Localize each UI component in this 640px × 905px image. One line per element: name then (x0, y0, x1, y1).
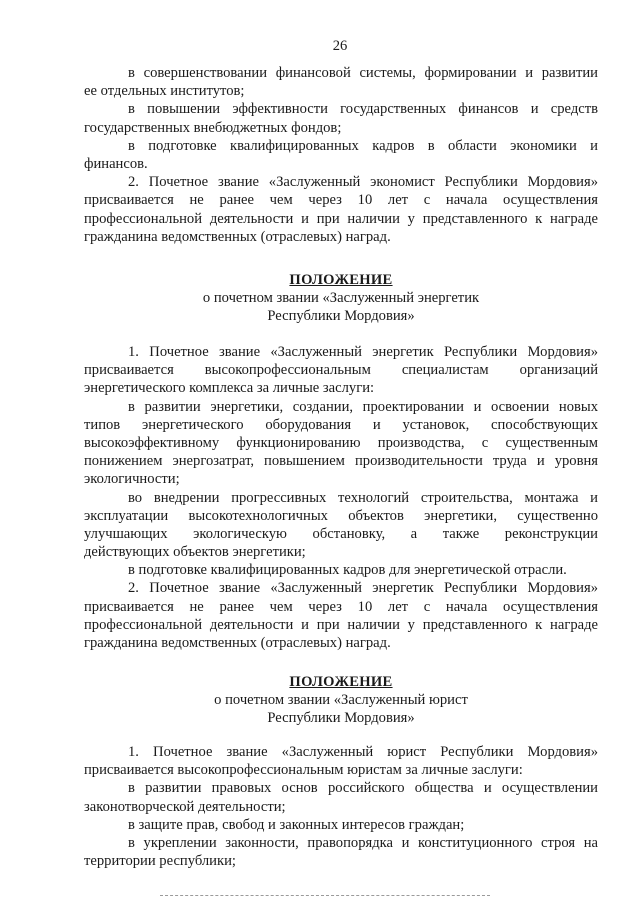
text-line: финансов. (84, 155, 148, 172)
section-yurist-title (84, 673, 598, 728)
text-line: 2. Почетное звание «Заслуженный энергетик Республики Мордовия» (128, 580, 598, 597)
section-yurist-body (84, 743, 598, 870)
text-line: 1. Почетное звание «Заслуженный юрист Республики Мордовия» (128, 744, 598, 760)
section-energetik-body (84, 343, 598, 652)
text-line: 1. Почетное звание «Заслуженный энергетик Республики Мордовия» (128, 344, 598, 360)
section-subtitle: о почетном звании «Заслуженный юрист (214, 692, 468, 709)
text-line: гражданина ведомственных (отраслевых) наград. (84, 635, 391, 651)
text-line: 2. Почетное звание «Заслуженный экономист Республики Мордовия» (128, 174, 598, 191)
text-line: в защите прав, свобод и законных интересов граждан; (128, 816, 465, 833)
text-line: эксплуатации высокотехнологичных объектов энергетики, существенно (84, 507, 598, 524)
text-line: гражданина ведомственных (отраслевых) наград. (84, 228, 391, 245)
section-energetik-title (84, 271, 598, 326)
text-line: в повышении эффективности государственных финансов и средств (128, 101, 598, 118)
text-line: присваивается высокопрофессиональным юристам за личные заслуги: (84, 762, 523, 779)
text-line: в укреплении законности, правопорядка и конституционного строя на (128, 834, 598, 851)
section-subtitle: о почетном звании «Заслуженный энергетик (202, 290, 480, 307)
text-line: понижением энергозатрат, повышением производительности труда и уровня (84, 453, 598, 470)
text-line: присваивается не ранее чем через 10 лет с начала осуществления (84, 192, 598, 209)
text-line: территории республики; (84, 853, 236, 870)
text-line: профессиональной деятельности и при наличии у представленного к награде (84, 210, 598, 227)
text-line: присваивается высокопрофессиональным специалистам организаций (84, 362, 598, 379)
text-line: в подготовке квалифицированных кадров для энергетической отрасли. (128, 562, 567, 579)
text-line: законотворческой деятельности; (84, 798, 286, 815)
text-line: в развитии энергетики, создании, проектировании и освоении новых (128, 398, 598, 415)
text-line: энергетического комплекса за личные заслуги: (84, 380, 375, 397)
scan-edge-rule (160, 895, 490, 896)
section-heading: ПОЛОЖЕНИЕ (289, 674, 393, 690)
section-subtitle: Республики Мордовия» (267, 710, 415, 727)
text-line: высокоэффективному функционированию производства, с существенным (84, 434, 598, 451)
text-line: в развитии правовых основ российского общества и осуществлении (128, 780, 598, 797)
text-line: профессиональной деятельности и при наличии у представленного к награде (84, 616, 598, 633)
text-line: улучшающих экологическую обстановку, а также реконструкции (84, 525, 598, 542)
text-line: в подготовке квалифицированных кадров в области экономики и (128, 137, 598, 154)
text-line: присваивается не ранее чем через 10 лет с начала осуществления (84, 598, 598, 615)
text-line: типов энергетического оборудования и установок, способствующих (84, 416, 598, 433)
text-line: государственных внебюджетных фондов; (84, 119, 342, 136)
text-line: экологичности; (84, 471, 180, 488)
economist-continuation (84, 64, 598, 246)
text-line: во внедрении прогрессивных технологий строительства, монтажа и (128, 489, 598, 506)
section-subtitle: Республики Мордовия» (267, 308, 415, 325)
text-line: ее отдельных институтов; (84, 83, 245, 100)
page-number: 26 (332, 38, 348, 54)
text-line: действующих объектов энергетики; (84, 544, 306, 561)
section-heading: ПОЛОЖЕНИЕ (289, 272, 393, 288)
text-line: в совершенствовании финансовой системы, формировании и развитии (128, 65, 598, 81)
